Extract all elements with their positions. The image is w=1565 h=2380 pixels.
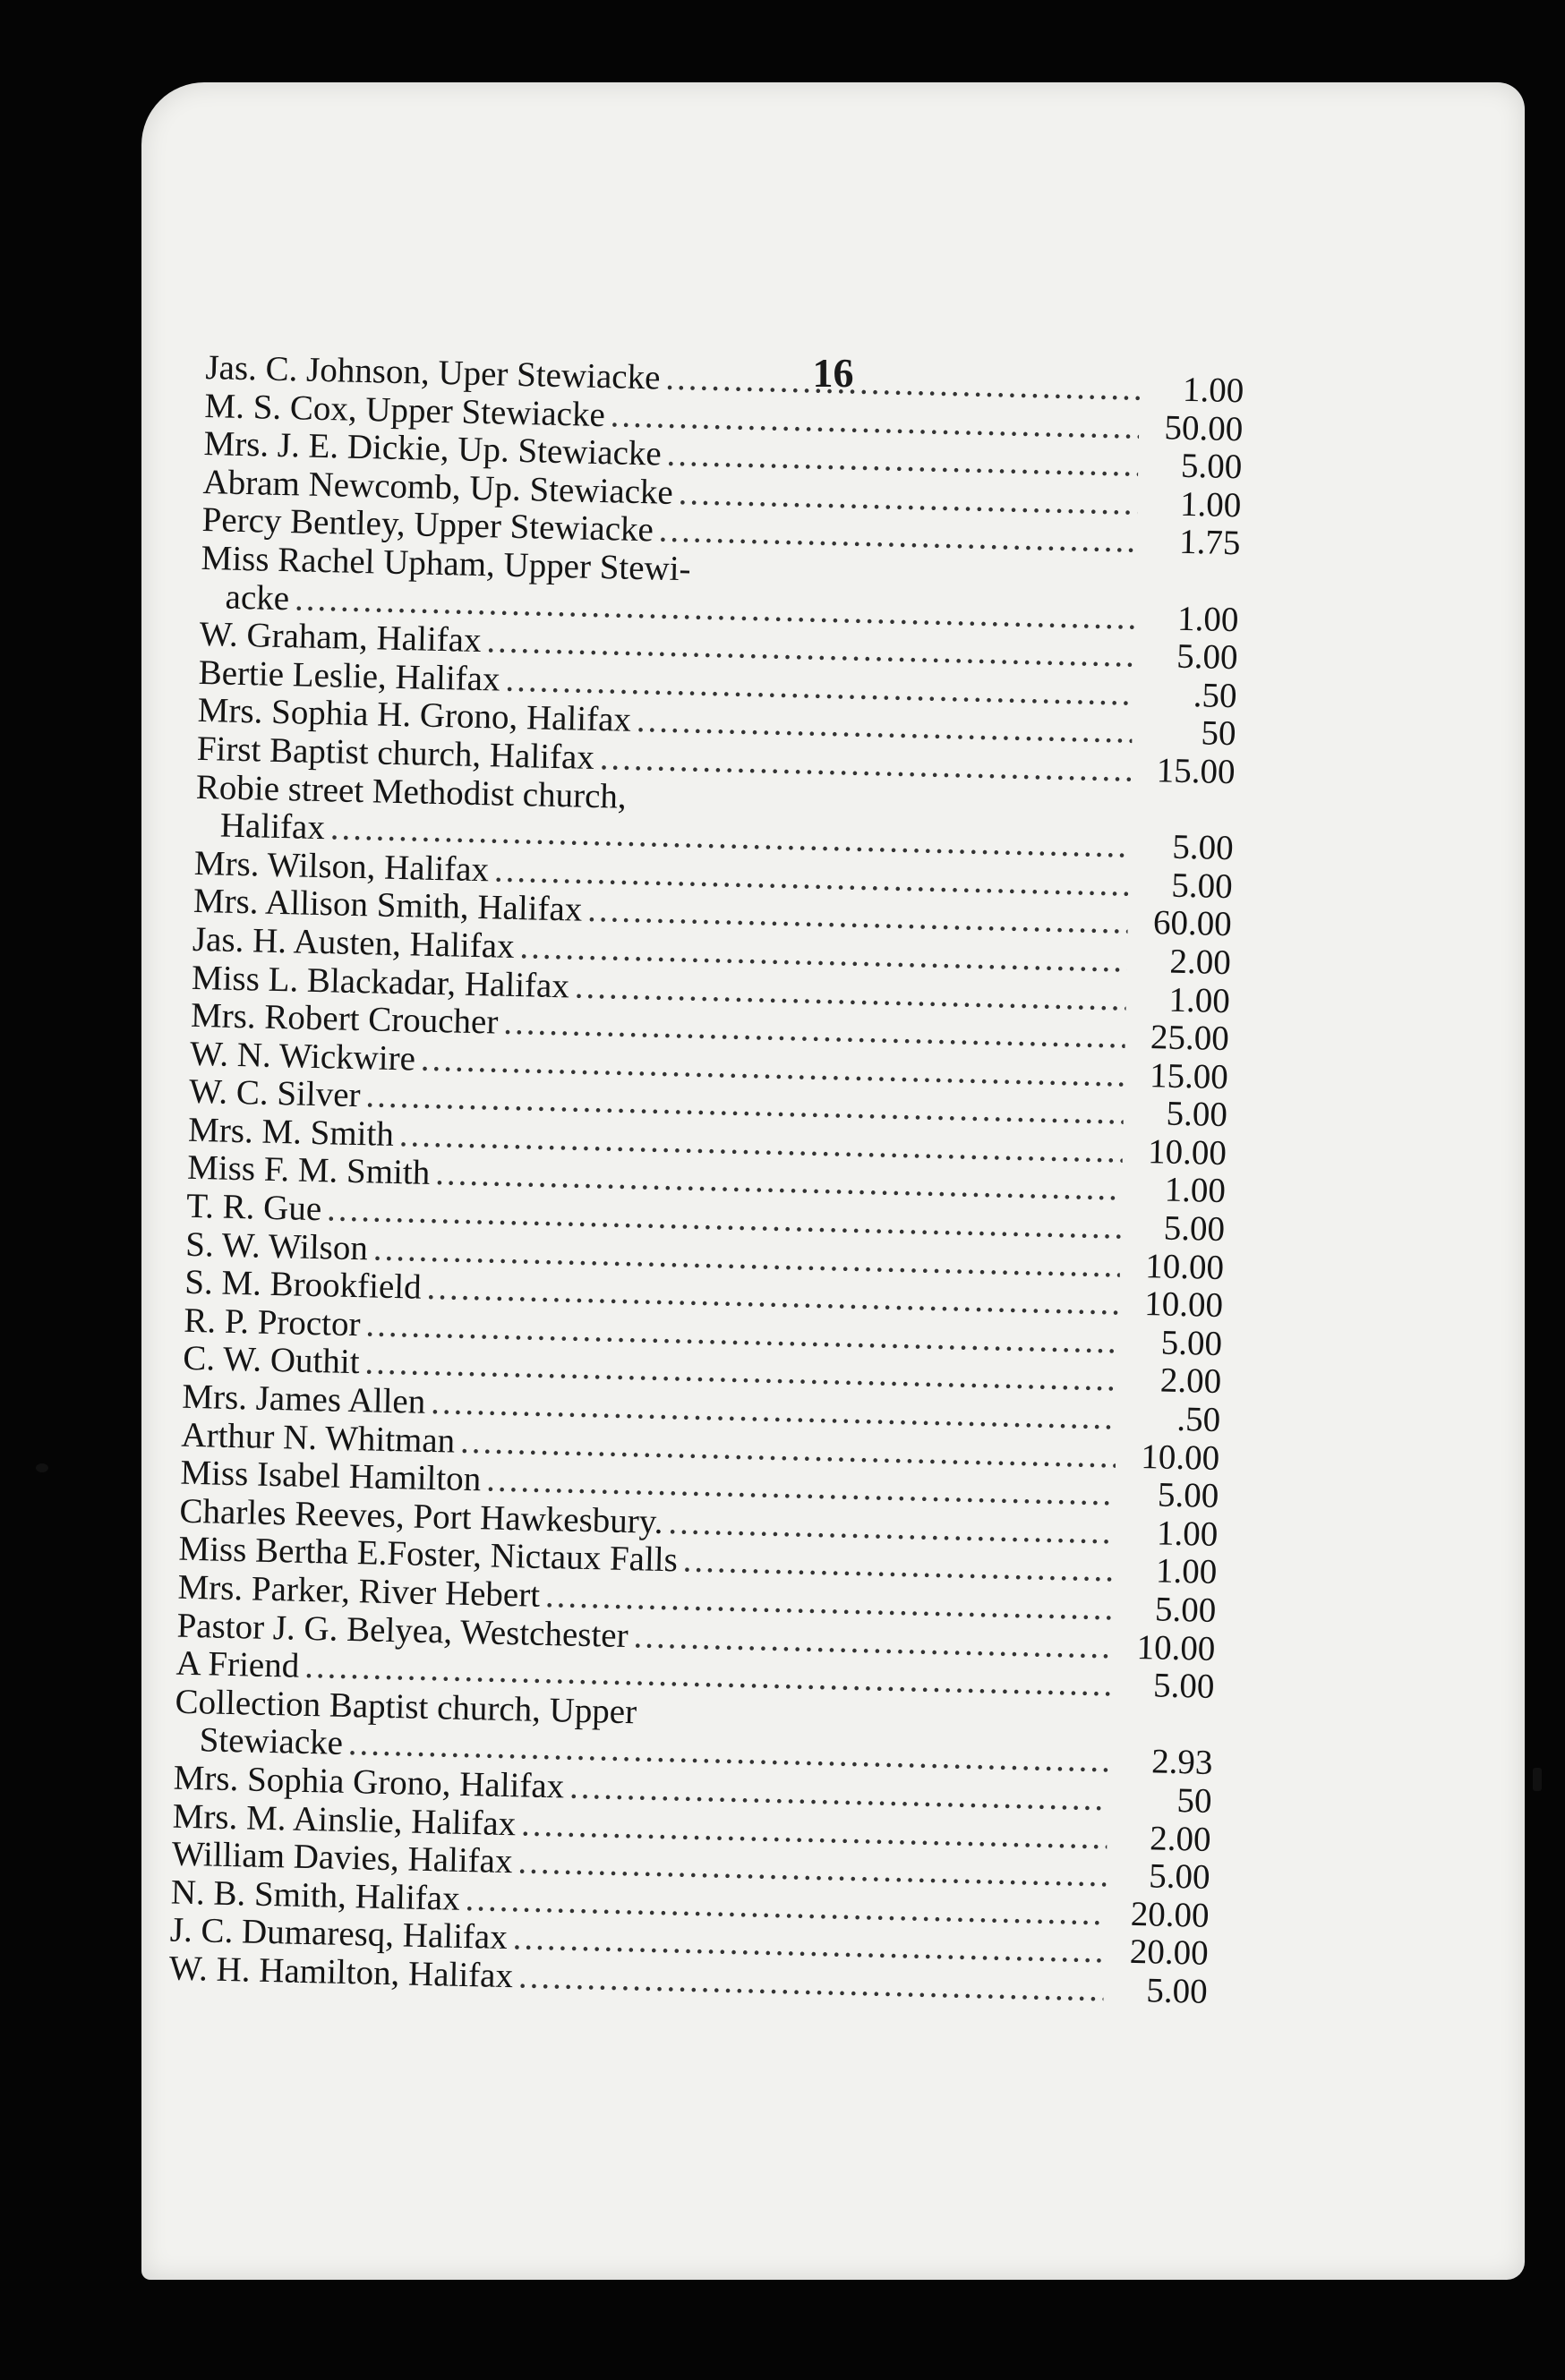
donor-name: First Baptist church, Halifax: [196, 729, 595, 777]
donation-amount: 10.00: [1144, 1246, 1225, 1287]
donor-name: Jas. H. Austen, Halifax: [192, 919, 516, 966]
page-number: 16: [812, 350, 854, 396]
donor-name: W. N. Wickwire: [189, 1034, 416, 1079]
donor-name: Miss F. M. Smith: [186, 1148, 431, 1193]
donor-name: Mrs. Sophia Grono, Halifax: [173, 1758, 565, 1806]
donation-amount: 5.00: [1160, 1323, 1223, 1363]
donation-amount: .50: [1176, 1399, 1221, 1440]
donor-name: Stewiacke: [199, 1720, 344, 1763]
donor-name: Mrs. Sophia H. Grono, Halifax: [197, 691, 632, 740]
donor-name: Arthur N. Whitman: [180, 1415, 456, 1461]
donation-amount: 1.75: [1178, 523, 1241, 563]
donor-name: Miss Bertha E.Foster, Nictaux Falls: [178, 1530, 679, 1580]
donor-name: W. H. Hamilton, Halifax: [168, 1949, 514, 1996]
donor-name: Halifax: [219, 806, 326, 848]
donation-amount: 60.00: [1152, 903, 1233, 944]
donor-name: Collection Baptist church, Upper: [175, 1682, 637, 1732]
donation-amount: 20.00: [1129, 1932, 1210, 1974]
donor-name: Mrs. M. Smith: [187, 1110, 395, 1154]
donation-amount: [1141, 591, 1239, 593]
donation-amount: 15.00: [1156, 751, 1236, 792]
donation-amount: 5.00: [1176, 636, 1238, 678]
donation-amount: 1.00: [1156, 1514, 1219, 1554]
leader-dots: [642, 1723, 1109, 1734]
donor-name: Percy Bentley, Upper Stewiacke: [201, 500, 654, 550]
scan-speck: [36, 1463, 48, 1472]
donation-amount: 10.00: [1136, 1627, 1216, 1668]
donation-amount: 5.00: [1157, 1475, 1219, 1516]
donation-amount: 5.00: [1145, 1971, 1209, 2011]
donor-name: acke: [225, 577, 290, 618]
donor-name: M. S. Cox, Upper Stewiacke: [204, 386, 606, 434]
donor-name: Jas. C. Johnson, Uper Stewiacke: [205, 348, 661, 397]
donation-amount: 50.00: [1164, 407, 1244, 448]
donor-name: C. W. Outhit: [182, 1339, 361, 1382]
donation-amount: 5.00: [1154, 1590, 1217, 1630]
donation-amount: 1.00: [1179, 484, 1242, 525]
donation-amount: 10.00: [1143, 1284, 1224, 1326]
donation-amount: 1.00: [1155, 1551, 1218, 1592]
donor-name: Charles Reeves, Port Hawkesbury.: [179, 1491, 664, 1541]
donor-name: Miss Rachel Upham, Upper Stewi-: [201, 538, 692, 589]
donor-name: Abram Newcomb, Up. Stewiacke: [202, 462, 674, 512]
donor-name: William Davies, Halifax: [171, 1834, 513, 1881]
donation-amount: 5.00: [1152, 1666, 1215, 1707]
donation-amount: 2.00: [1169, 942, 1232, 983]
donor-name: Pastor J. G. Belyea, Westchester: [176, 1606, 629, 1655]
donation-amount: .50: [1193, 675, 1237, 715]
donor-name: J. C. Dumaresq, Halifax: [169, 1910, 509, 1958]
donor-name: Miss L. Blackadar, Halifax: [191, 958, 570, 1005]
leader-dots: [696, 580, 1135, 590]
donation-amount: 1.00: [1164, 1171, 1227, 1211]
donor-name: W. Graham, Halifax: [199, 615, 482, 661]
donation-amount: 2.93: [1150, 1742, 1213, 1783]
donor-name: Mrs. M. Ainslie, Halifax: [172, 1796, 517, 1843]
donor-name: Miss Isabel Hamilton: [180, 1453, 482, 1499]
donor-name: N. B. Smith, Halifax: [170, 1872, 461, 1918]
donation-amount: 2.00: [1159, 1361, 1222, 1402]
donation-amount: 50: [1176, 1780, 1212, 1821]
donor-name: A Friend: [175, 1643, 300, 1685]
donor-name: Mrs. Allison Smith, Halifax: [192, 882, 583, 930]
donor-name: S. W. Wilson: [184, 1224, 369, 1268]
donor-name: Robie street Methodist church,: [195, 767, 628, 816]
donor-name: R. P. Proctor: [183, 1301, 362, 1344]
donor-name: Mrs. Parker, River Hebert: [177, 1567, 541, 1615]
donation-amount: 10.00: [1147, 1131, 1227, 1173]
donation-amount: [1115, 1734, 1213, 1736]
donation-amount: 5.00: [1166, 1094, 1228, 1135]
donor-name: Bertie Leslie, Halifax: [198, 653, 500, 699]
donation-amount: 20.00: [1130, 1894, 1210, 1935]
donation-amount: 5.00: [1148, 1856, 1211, 1898]
donor-name: W. C. Silver: [188, 1072, 362, 1115]
donation-amount: 5.00: [1171, 827, 1235, 868]
donation-amount: 2.00: [1149, 1818, 1212, 1859]
donation-amount: 1.00: [1176, 599, 1239, 639]
donor-name: S. M. Brookfield: [184, 1262, 423, 1307]
donor-name: Mrs. J. E. Dickie, Up. Stewiacke: [203, 424, 663, 473]
donor-name: T. R. Gue: [185, 1186, 322, 1229]
donation-amount: 1.00: [1168, 980, 1231, 1020]
donation-amount: 50: [1201, 713, 1237, 754]
donation-amount: [1135, 819, 1234, 821]
donation-amount: 5.00: [1163, 1208, 1226, 1250]
donor-name: Mrs. Robert Croucher: [190, 995, 499, 1042]
scan-speck: [1533, 1768, 1542, 1791]
donor-name: Mrs. James Allen: [181, 1377, 426, 1421]
donation-amount: 1.00: [1182, 370, 1244, 411]
donation-amount: 5.00: [1180, 446, 1243, 487]
donation-amount: 10.00: [1140, 1437, 1220, 1478]
contribution-list: [168, 349, 1244, 2011]
donor-name: Mrs. Wilson, Halifax: [193, 843, 490, 890]
donation-amount: 5.00: [1170, 866, 1234, 906]
donation-amount: 25.00: [1150, 1018, 1230, 1059]
donation-amount: 15.00: [1149, 1055, 1229, 1096]
